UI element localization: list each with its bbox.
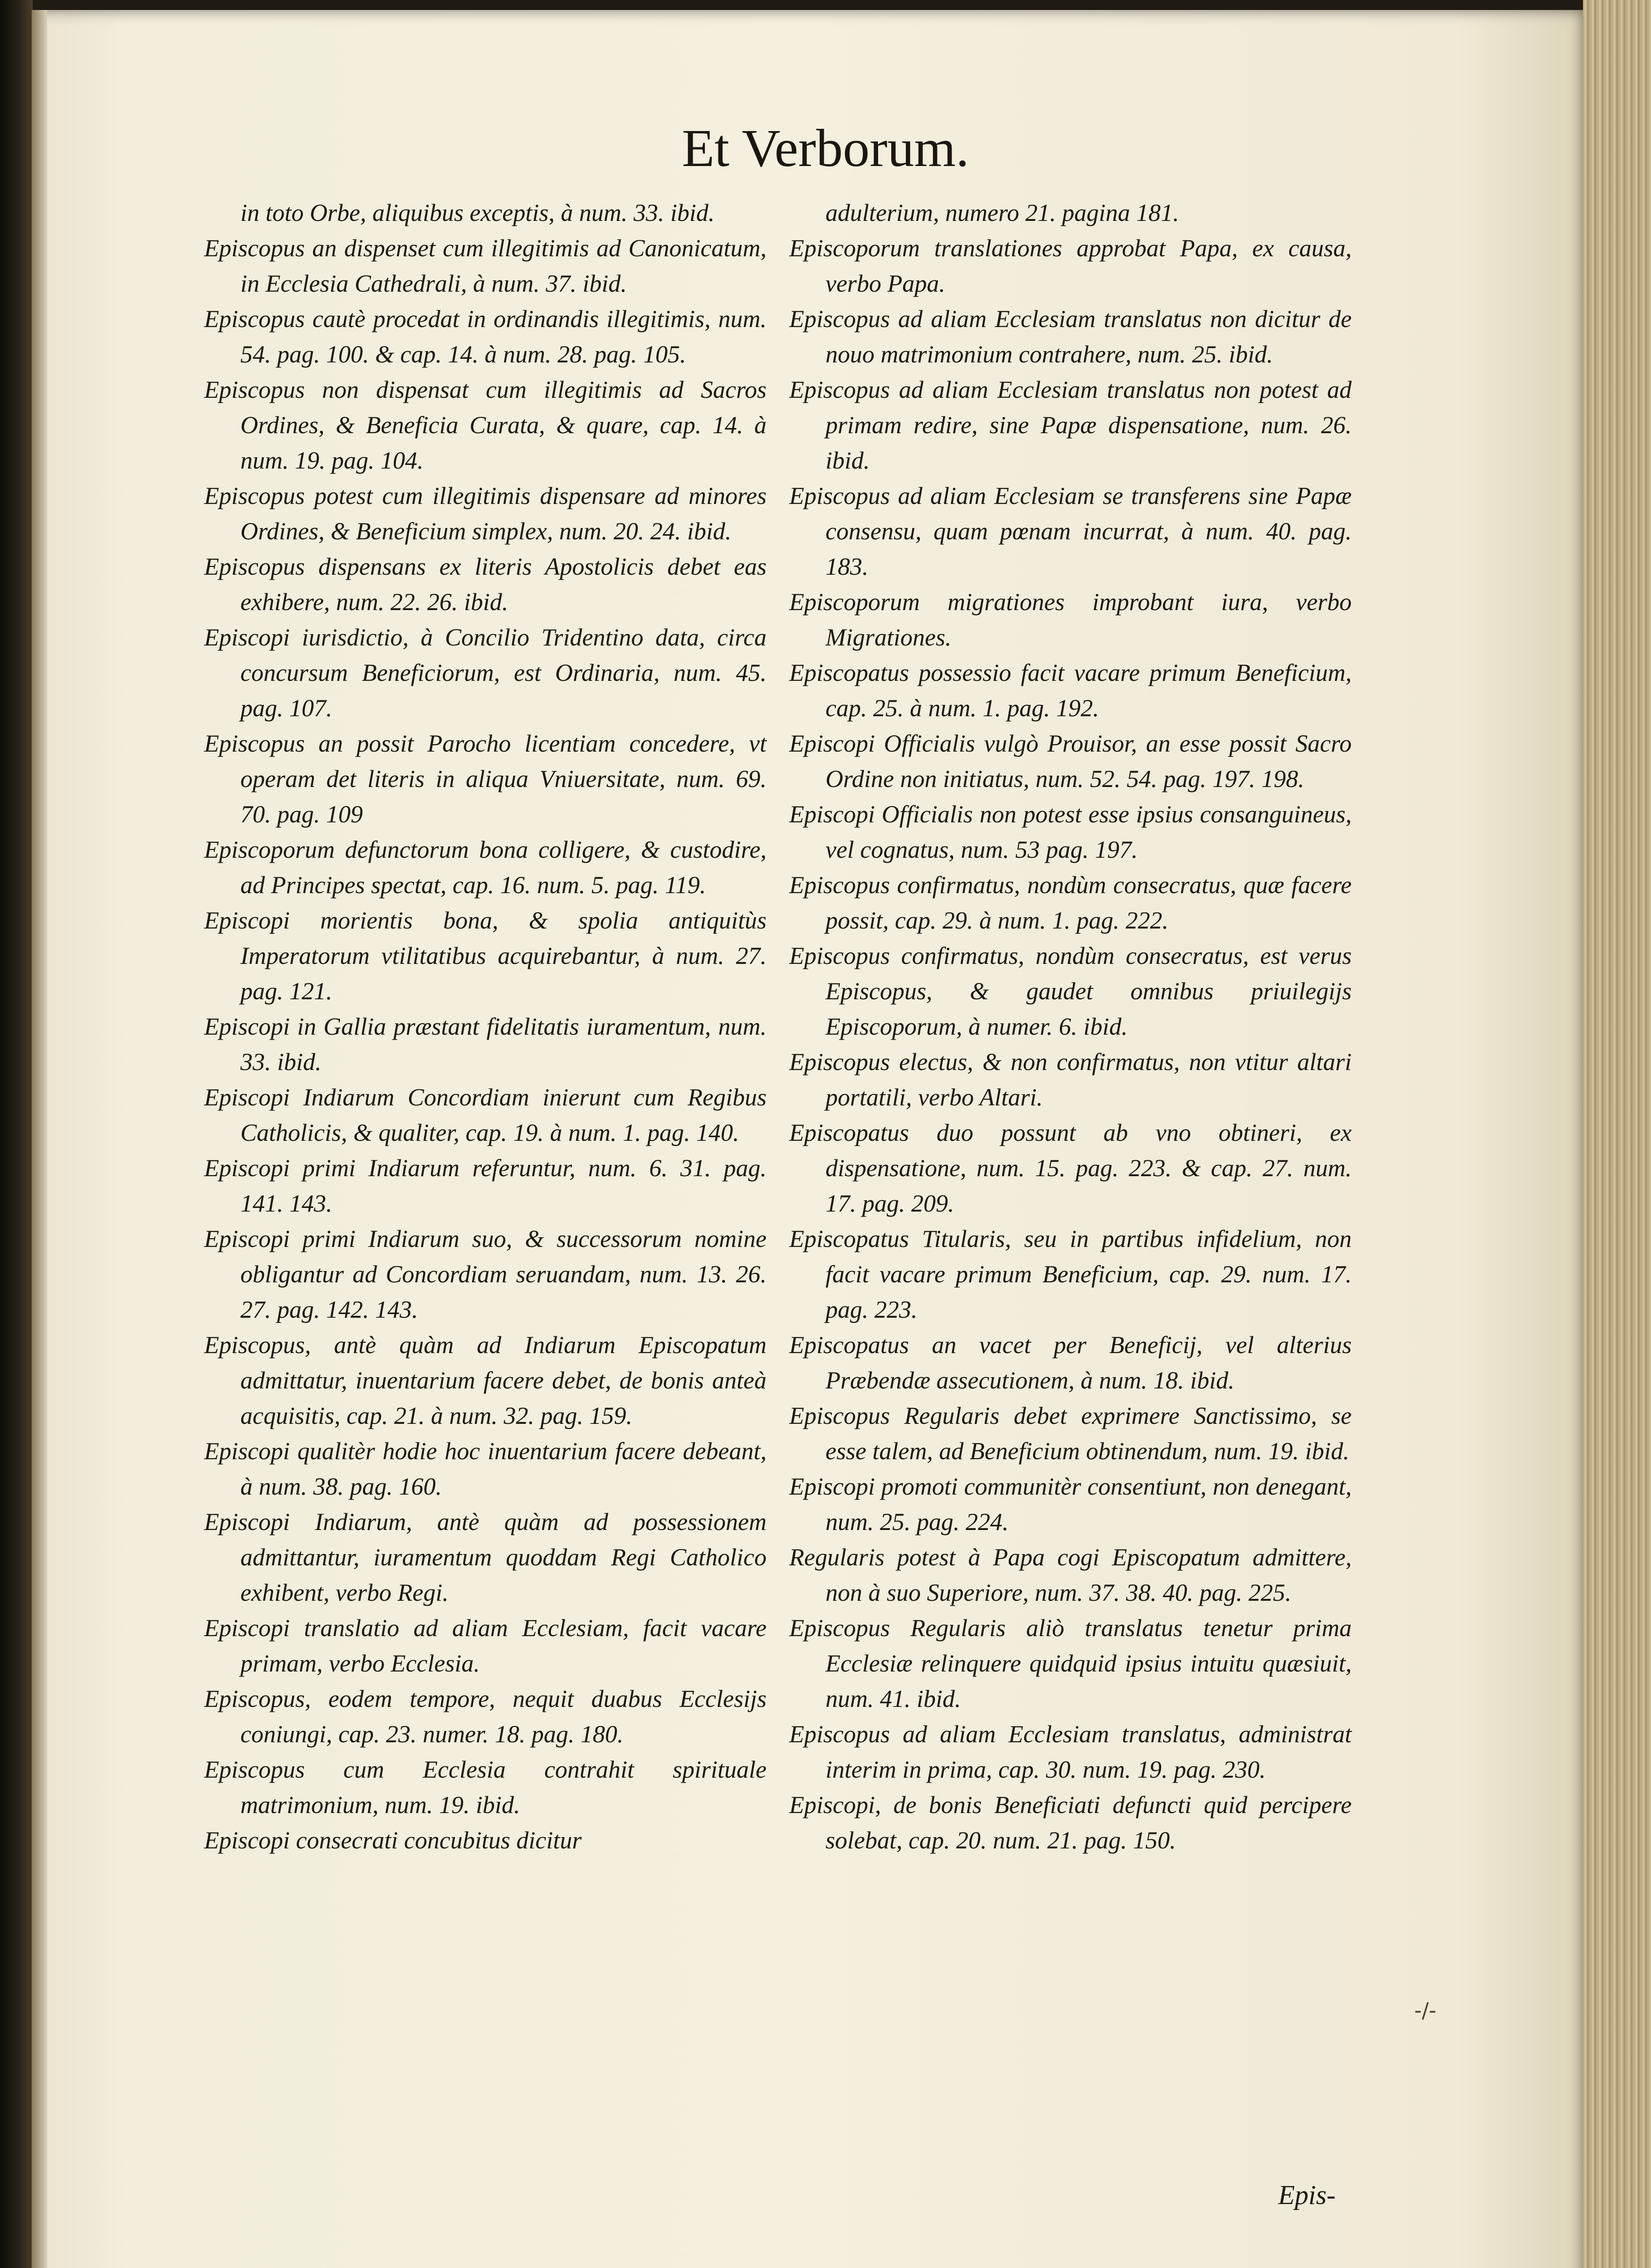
index-entry: Episcopus, eodem tempore, nequit duabus Ecclesijs coniungi, cap. 23. numer. 18. pag. 180.	[204, 1685, 767, 1748]
running-header: Et Verborum.	[682, 118, 969, 178]
index-entry: Episcopus Regularis aliò translatus tenetur prima Ecclesiæ relinquere quidquid ipsius intuitu quæsiuit, num. 41. ibid.	[789, 1614, 1352, 1712]
page-fore-edge	[1583, 0, 1651, 2268]
index-entry: Episcopus ad aliam Ecclesiam se transferens sine Papæ consensu, quam pœnam incurrat, à num. 40. pag. 183.	[789, 482, 1352, 580]
index-entry: in toto Orbe, aliquibus exceptis, à num. 33. ibid.	[240, 199, 715, 226]
index-entry: Episcoporum translationes approbat Papa, ex causa, verbo Papa.	[789, 235, 1352, 297]
index-entry: Episcopus ad aliam Ecclesiam translatus non potest ad primam redire, sine Papæ dispensatione, num. 26. ibid.	[789, 376, 1352, 474]
index-entry: Episcopi Officialis vulgò Prouisor, an esse possit Sacro Ordine non initiatus, num. 52. 54. pag. 197. 198.	[789, 730, 1352, 792]
index-entry: Episcopi Officialis non potest esse ipsius consanguineus, vel cognatus, num. 53 pag. 197.	[789, 801, 1352, 863]
index-entry: Episcopatus possessio facit vacare primum Beneficium, cap. 25. à num. 1. pag. 192.	[789, 659, 1352, 722]
left-column	[204, 195, 767, 1858]
index-entry: Episcopus cautè procedat in ordinandis illegitimis, num. 54. pag. 100. & cap. 14. à num. 28. pag. 105.	[204, 305, 767, 368]
index-entry: adulterium, numero 21. pagina 181.	[826, 199, 1179, 226]
index-entry: Episcopus non dispensat cum illegitimis ad Sacros Ordines, & Beneficia Curata, & quare, cap. 14. à num. 19. pag. 104.	[204, 376, 767, 474]
index-entry: Episcopi primi Indiarum referuntur, num. 6. 31. pag. 141. 143.	[204, 1154, 767, 1217]
index-entry: Episcopus ad aliam Ecclesiam translatus, administrat interim in prima, cap. 30. num. 19. pag. 230.	[789, 1721, 1352, 1783]
index-entry: Episcopi morientis bona, & spolia antiquitùs Imperatorum vtilitatibus acquirebantur, à num. 27. pag. 121.	[204, 907, 767, 1005]
index-entry: Episcopus electus, & non confirmatus, non vtitur altari portatili, verbo Altari.	[789, 1048, 1352, 1111]
right-column	[789, 195, 1352, 1858]
index-entry: Episcopatus an vacet per Beneficij, vel alterius Præbendæ assecutionem, à num. 18. ibid.	[789, 1331, 1352, 1394]
index-entry: Episcopus ad aliam Ecclesiam translatus non dicitur de nouo matrimonium contrahere, num. 25. ibid.	[789, 305, 1352, 368]
index-entry: Episcoporum migrationes improbant iura, verbo Migrationes.	[789, 588, 1352, 651]
index-entry: Episcopus confirmatus, nondùm consecratus, quæ facere possit, cap. 29. à num. 1. pag. 222.	[789, 871, 1352, 934]
index-entry: Episcopus, antè quàm ad Indiarum Episcopatum admittatur, inuentarium facere debet, de bonis anteà acquisitis, cap. 21. à num. 32. pag. 159.	[204, 1331, 767, 1429]
index-entry: Episcoporum defunctorum bona colligere, & custodire, ad Principes spectat, cap. 16. num. 5. pag. 119.	[204, 836, 767, 899]
index-entry: Episcopatus duo possunt ab vno obtineri, ex dispensatione, num. 15. pag. 223. & cap. 27. num. 17. pag. 209.	[789, 1119, 1352, 1217]
index-entry: Episcopus cum Ecclesia contrahit spirituale matrimonium, num. 19. ibid.	[204, 1756, 767, 1818]
margin-mark: -/-	[1414, 1998, 1436, 2023]
scan-background-left	[0, 0, 33, 2268]
index-entry: Episcopus Regularis debet exprimere Sanctissimo, se esse talem, ad Beneficium obtinendum, num. 19. ibid.	[789, 1402, 1352, 1465]
index-entry: Episcopi Indiarum Concordiam inierunt cum Regibus Catholicis, & qualiter, cap. 19. à num. 1. pag. 140.	[204, 1084, 767, 1146]
index-entry: Episcopus potest cum illegitimis dispensare ad minores Ordines, & Beneficium simplex, num. 20. 24. ibid.	[204, 482, 767, 545]
index-entry: Episcopi translatio ad aliam Ecclesiam, facit vacare primam, verbo Ecclesia.	[204, 1614, 767, 1677]
index-entry: Episcopi iurisdictio, à Concilio Tridentino data, circa concursum Beneficiorum, est Ordinaria, num. 45. pag. 107.	[204, 624, 767, 722]
index-entry: Episcopatus Titularis, seu in partibus infidelium, non facit vacare primum Beneficium, cap. 29. num. 17. pag. 223.	[789, 1225, 1352, 1323]
index-entry: Episcopi promoti communitèr consentiunt, non denegant, num. 25. pag. 224.	[789, 1473, 1352, 1535]
index-entry: Episcopi qualitèr hodie hoc inuentarium facere debeant, à num. 38. pag. 160.	[204, 1437, 767, 1500]
catchword: Epis-	[1278, 2180, 1336, 2210]
index-entry: Episcopi consecrati concubitus dicitur	[204, 1827, 582, 1854]
index-entry: Regularis potest à Papa cogi Episcopatum admittere, non à suo Superiore, num. 37. 38. 40. pag. 225.	[789, 1544, 1352, 1606]
page-gutter	[32, 10, 47, 2268]
index-entry: Episcopus an dispenset cum illegitimis ad Canonicatum, in Ecclesia Cathedrali, à num. 37. ibid.	[204, 235, 767, 297]
index-entry: Episcopus an possit Parocho licentiam concedere, vt operam det literis in aliqua Vniuersitate, num. 69. 70. pag. 109	[204, 730, 767, 828]
index-entry: Episcopus dispensans ex literis Apostolicis debet eas exhibere, num. 22. 26. ibid.	[204, 553, 767, 616]
index-entry: Episcopus confirmatus, nondùm consecratus, est verus Episcopus, & gaudet omnibus priuilegijs Episcoporum, à numer. 6. ibid.	[789, 942, 1352, 1040]
index-entry: Episcopi in Gallia præstant fidelitatis iuramentum, num. 33. ibid.	[204, 1013, 767, 1075]
index-entry: Episcopi primi Indiarum suo, & successorum nomine obligantur ad Concordiam seruandam, num. 13. 26. 27. pag. 142. 143.	[204, 1225, 767, 1323]
index-entry: Episcopi, de bonis Beneficiati defuncti quid percipere solebat, cap. 20. num. 21. pag. 150.	[789, 1791, 1352, 1854]
index-entry: Episcopi Indiarum, antè quàm ad possessionem admittantur, iuramentum quoddam Regi Catholico exhibent, verbo Regi.	[204, 1508, 767, 1606]
